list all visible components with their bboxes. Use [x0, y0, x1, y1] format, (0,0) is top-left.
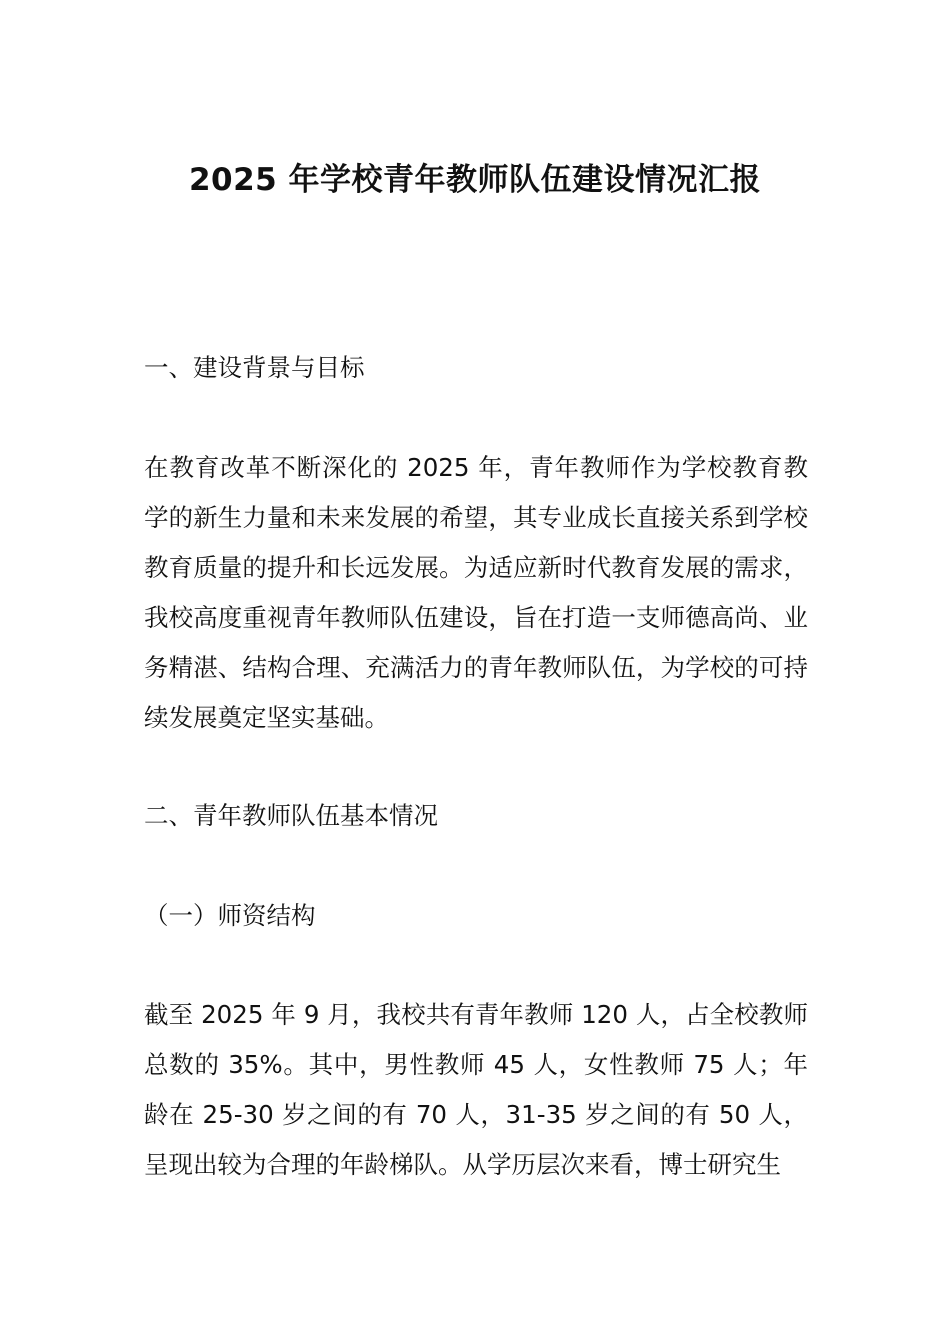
section-heading-background-goals: 一、建设背景与目标 [144, 353, 365, 382]
section-heading-basic-situation: 二、青年教师队伍基本情况 [144, 801, 438, 830]
section-paragraph-background: 在教育改革不断深化的 2025 年，青年教师作为学校教育教学的新生力量和未来发展的希望，其专业成长直接关系到学校教育质量的提升和长远发展。为适应新时代教育发展的需求，我校高度重视青年教师队伍建设，旨在打造一支师德高尚、业务精湛、结构合理、充满活力的青年教师队伍，为学校的可持续发展奠定坚实基础。 [144, 453, 808, 732]
document-title: 2025 年学校青年教师队伍建设情况汇报 [188, 162, 762, 198]
section-paragraph-staff-structure: 截至 2025 年 9 月，我校共有青年教师 120 人，占全校教师总数的 35%。其中，男性教师 45 人，女性教师 75 人；年龄在 25-30 岁之间的有 70 人，31-35 岁之间的有 50 人，呈现出较为合理的年龄梯队。从学历层次来看，博士研究生 [144, 1000, 808, 1179]
subsection-heading-staff-structure: （一）师资结构 [144, 901, 316, 930]
